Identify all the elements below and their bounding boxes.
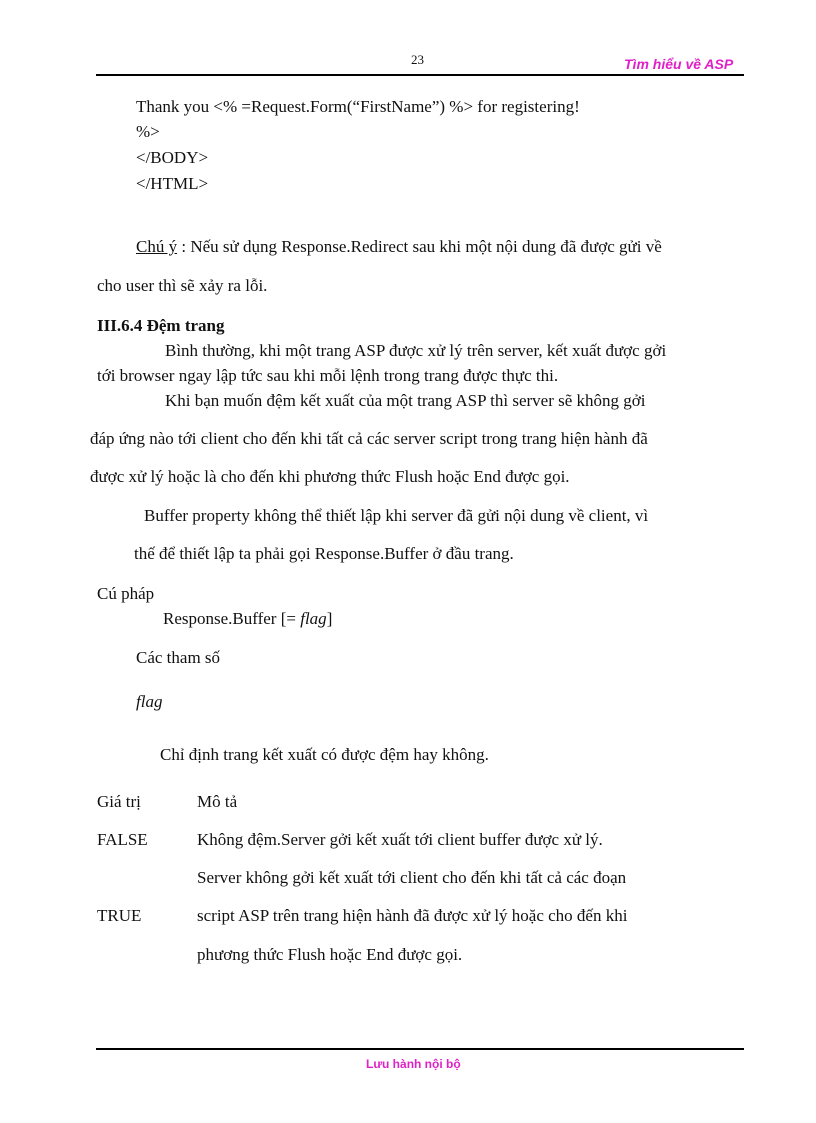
section-heading: III.6.4 Đệm trang — [97, 316, 225, 335]
note-line-1 — [136, 237, 662, 257]
table-header-description: Mô tả — [197, 792, 238, 811]
table-row-true-desc-1: Server không gởi kết xuất tới client cho đến khi tất cả các đoạn — [197, 868, 627, 887]
table-row-false-desc: Không đệm.Server gởi kết xuất tới client buffer được xử lý. — [197, 830, 603, 849]
paragraph-1-line-1: Bình thường, khi một trang ASP được xử lý trên server, kết xuất được gởi — [165, 341, 667, 360]
table-row-true-value: TRUE — [97, 906, 142, 925]
syntax-code-param: flag — [300, 609, 327, 628]
code-line-1: Thank you <% =Request.Form(“FirstName”) %> for registering! — [136, 97, 580, 116]
paragraph-3-line-1: Buffer property không thể thiết lập khi server đã gửi nội dung về client, vì — [144, 506, 649, 525]
header-rule — [96, 74, 744, 76]
table-row-true-desc-3: phương thức Flush hoặc End được gọi. — [197, 945, 463, 964]
code-line-3: </BODY> — [136, 148, 209, 167]
param-name: flag — [136, 692, 163, 711]
table-header-value: Giá trị — [97, 792, 141, 811]
syntax-code — [163, 609, 332, 629]
paragraph-2-line-1: Khi bạn muốn đệm kết xuất của một trang ASP thì server sẽ không gởi — [165, 391, 646, 410]
code-line-4: </HTML> — [136, 174, 209, 193]
code-line-2: %> — [136, 122, 160, 141]
syntax-code-suffix: ] — [326, 609, 333, 628]
paragraph-2-line-3: được xử lý hoặc là cho đến khi phương thức Flush hoặc End được gọi. — [90, 467, 570, 486]
footer-rule — [96, 1048, 744, 1050]
page-number: 23 — [411, 52, 424, 67]
note-text-1: : Nếu sử dụng Response.Redirect sau khi một nội dung đã được gửi về — [177, 237, 662, 256]
paragraph-2-line-2: đáp ứng nào tới client cho đến khi tất cả các server script trong trang hiện hành đã — [90, 429, 648, 448]
syntax-code-prefix: Response.Buffer [= — [163, 609, 301, 628]
param-description: Chỉ định trang kết xuất có được đệm hay không. — [160, 745, 489, 764]
note-line-2: cho user thì sẽ xảy ra lỗi. — [97, 276, 268, 295]
syntax-label: Cú pháp — [97, 584, 155, 603]
params-label: Các tham số — [136, 648, 221, 667]
paragraph-3-line-2: thế để thiết lập ta phải gọi Response.Buffer ở đầu trang. — [134, 544, 514, 563]
footer-text: Lưu hành nội bộ — [366, 1057, 461, 1071]
table-row-false-value: FALSE — [97, 830, 148, 849]
paragraph-1-line-2: tới browser ngay lập tức sau khi mỗi lệnh trong trang được thực thi. — [97, 366, 559, 385]
note-label: Chú ý — [136, 237, 178, 256]
table-row-true-desc-2: script ASP trên trang hiện hành đã được xử lý hoặc cho đến khi — [197, 906, 628, 925]
header-title: Tìm hiểu về ASP — [624, 56, 734, 72]
